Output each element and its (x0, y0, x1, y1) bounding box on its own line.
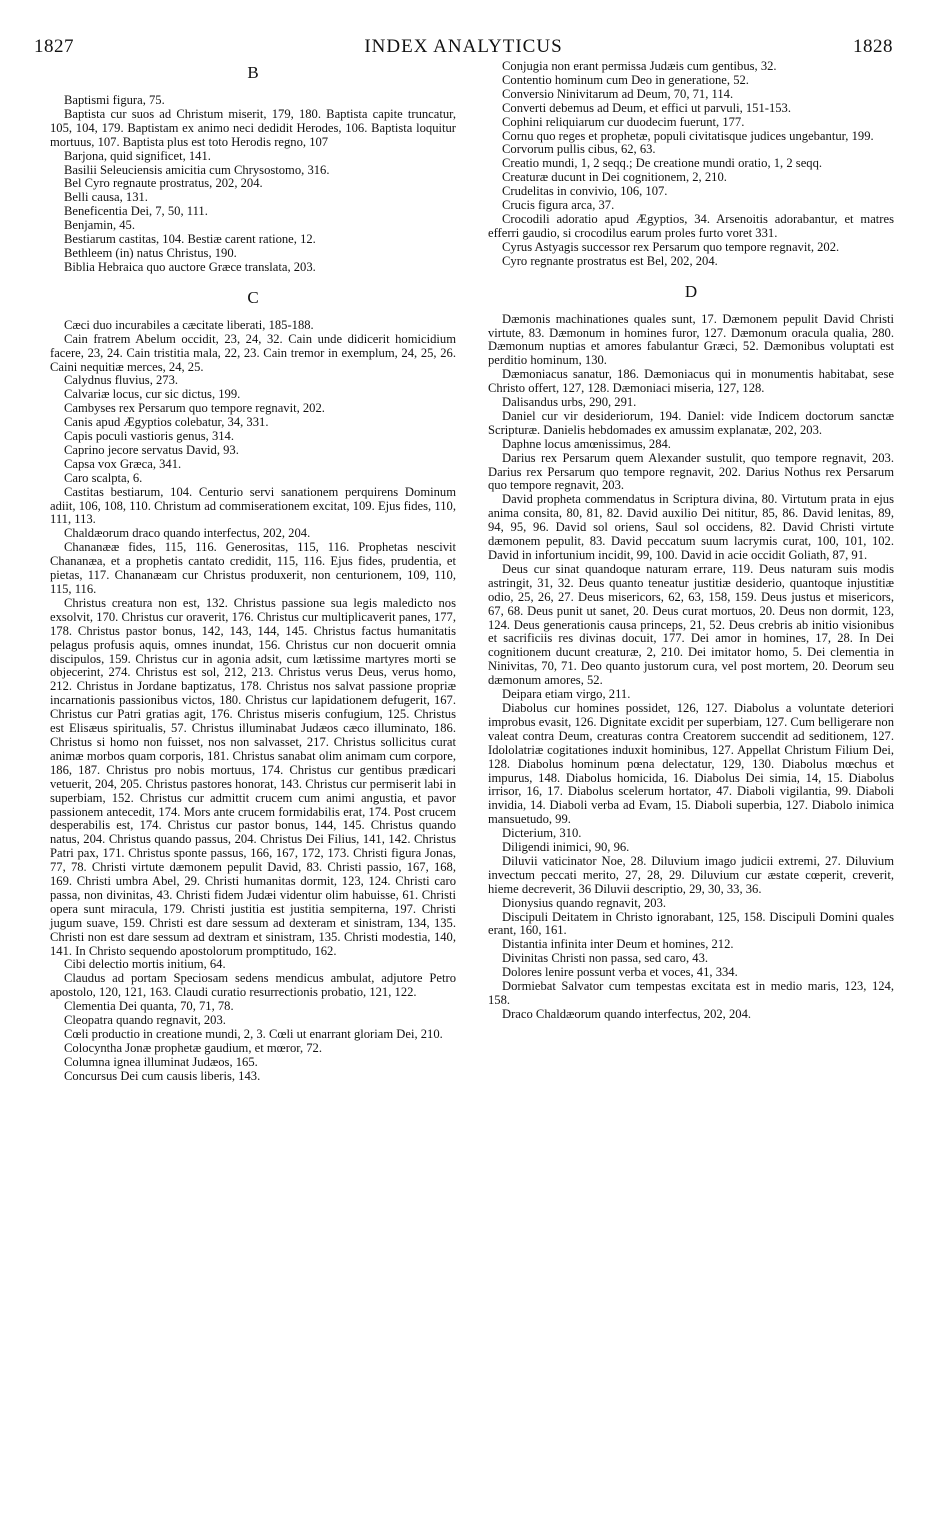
index-entry: Capsa vox Græca, 341. (64, 456, 182, 471)
index-entry: Basilii Seleuciensis amicitia cum Chrysostomo, 316. (64, 162, 330, 177)
index-entry: Contentio hominum cum Deo in generatione, 52. (502, 72, 749, 87)
index-entry: Diluvii vaticinator Noe, 28. Diluvium imago judicii extremi, 27. Diluvium invectum peccati merito, 27, 28, 29. Diluvium cur æstate cœperit, creverit, hieme decreverit, 36 Diluvii descriptio, 29, 30, 33, 36. (488, 853, 894, 896)
index-entry: Conjugia non erant permissa Judæis cum gentibus, 32. (502, 59, 777, 73)
index-entry: Baptismi figura, 75. (64, 93, 165, 107)
index-entry: Capis poculi vastioris genus, 314. (64, 429, 235, 444)
section-letter: B (247, 63, 259, 82)
index-entry: Dicterium, 310. (502, 826, 582, 841)
index-entry: Daniel cur vir desideriorum, 194. Daniel: vide Indicem doctorum sanctæ Scripturæ. Danielis hebdomades ex amussim explanatæ, 202, 203. (488, 408, 894, 437)
section-letter: D (684, 281, 698, 301)
index-entry: Cleopatra quando regnavit, 203. (64, 1013, 226, 1028)
index-entry: Chaldæorum draco quando interfectus, 202, 204. (64, 526, 311, 541)
index-entry: Crucis figura arca, 37. (502, 198, 615, 213)
index-entry: Colocyntha Jonæ prophetæ gaudium, et mœror, 72. (64, 1040, 322, 1055)
index-entry: Crudelitas in convivio, 106, 107. (502, 184, 668, 199)
index-entry: Dæmonis machinationes quales sunt, 17. Dæmonem pepulit David Christi virtute, 83. Dæmonum in homines furor, 127. Dæmonum oracula qualia, 280. Dæmonum nuptias et amores fabulantur Græci, 52. Dæmonibus voluptati est perditio hominum, 130. (488, 311, 894, 368)
index-entry: Diabolus cur homines possidet, 126, 127. Diabolus a voluntate deteriori improbus evasit, 126. Dignitate excidit per superbiam, 127. Cum belligerare non valeat contra Deum, creaturas contra Creatorem succendit ad seditionem, 127. Idololatriæ cogitationes induxit hominibus, 127. Appellat Christum Filium Dei, 128. Diabolus hominum pœna delectatur, 129, 130. Diabolus mœchus et impurus, 148. Diabolus homicida, 16. Diabolus Dei simia, 14, 15. Diabolus irrisor, 16, 17. Diabolus scelerum hortator, 47. Diaboli vigilantia, 99. Diaboli invidia, 14. Diaboli verba ad Evam, 15. Diaboli superbia, 127. Diabolo inimica mansuetudo, 99. (488, 700, 894, 827)
index-entry: Diligendi inimici, 90, 96. (502, 840, 630, 855)
index-entry: Belli causa, 131. (64, 190, 148, 205)
index-entry: Converti debemus ad Deum, et effici ut parvuli, 151-153. (502, 100, 792, 115)
index-entry: Cyro regnante prostratus est Bel, 202, 204. (502, 253, 718, 268)
page-header (34, 36, 893, 58)
index-entry: Biblia Hebraica quo auctore Græce translata, 203. (64, 259, 316, 274)
index-entry: Cibi delectio mortis initium, 64. (64, 957, 226, 972)
page-number-right: 1828 (853, 36, 893, 57)
index-entry: Barjona, quid significet, 141. (64, 148, 211, 163)
index-entry: Bel Cyro regnaute prostratus, 202, 204. (64, 176, 263, 191)
index-entry: Daphne locus amœnissimus, 284. (502, 436, 671, 451)
index-entry: Discipuli Deitatem in Christo ignorabant, 125, 158. Discipuli Domini quales erant, 160, 161. (488, 909, 894, 938)
running-title: INDEX ANALYTICUS (364, 36, 563, 57)
section-letter: C (247, 287, 259, 307)
right-column (488, 60, 894, 1022)
index-entry: Columna ignea illuminat Judæos, 165. (64, 1054, 258, 1069)
index-entry: Benjamin, 45. (64, 218, 136, 233)
index-entry: Deipara etiam virgo, 211. (502, 687, 631, 702)
index-entry: Bestiarum castitas, 104. Bestiæ carent ratione, 12. (64, 232, 316, 247)
index-entry: Distantia infinita inter Deum et homines, 212. (502, 937, 734, 952)
index-entry: Cyrus Astyagis successor rex Persarum quo tempore regnavit, 202. (502, 239, 840, 254)
index-entry: Dæmoniacus sanatur, 186. Dæmoniacus qui in monumentis habitabat, sese Christo offert, 127, 128. Dæmoniaci miseria, 127, 128. (488, 367, 894, 396)
index-entry: Claudus ad portam Speciosam sedens mendicus ambulat, adjutore Petro apostolo, 120, 121, 163. Claudi curatio resurrectionis probatio, 121, 122. (50, 971, 456, 1000)
left-column (50, 62, 456, 1084)
index-entry: Castitas bestiarum, 104. Centurio servi sanationem perquirens Dominum adiit, 106, 108, 110. Christum ad commiserationem excitat, 109. Ejus fides, 110, 111, 113. (50, 484, 456, 527)
index-entry: Calvariæ locus, cur sic dictus, 199. (64, 387, 241, 402)
index-entry: Creatio mundi, 1, 2 seqq.; De creatione mundi oratio, 1, 2 seqq. (502, 156, 823, 171)
index-entry: Creaturæ ducunt in Dei cognitionem, 2, 210. (502, 170, 727, 185)
index-entry: Deus cur sinat quandoque naturam errare, 119. Deus naturam suis modis astringit, 31, 32. Deus quanto teneatur justitiæ desiderio, quantoque injustitiæ odio, 25, 26, 27. Deus misericors, 62, 63, 158, 159. Deus justus et misericors, 67, 68. Deus punit ut sanet, 20. Deus curat mortuos, 20. Deus non dormit, 123, 124. Deus generationis causa princeps, 21, 52. Deus crebris ab initio visionibus et sacrificiis res divinas docuit, 177. Dei amor in homines, 17, 28. In Dei cognitionem ducunt creaturæ, 2, 210. Dei imitator homo, 5. Dei clementia in Ninivitas, 70, 71. Deo quanto justorum cura, vel post mortem, 20. Deorum seu dæmonum amores, 52. (488, 561, 894, 688)
index-entry: Cophini reliquiarum cur duodecim fuerunt, 177. (502, 114, 745, 129)
index-entry: David propheta commendatus in Scriptura divina, 80. Virtutum prata in ejus anima consita, 80, 81, 82. David auxilio Dei nititur, 85, 86. David lenitas, 89, 94, 95, 96. David sol oriens, Saul sol occidens, 82. David Christi virtute dæmonem pepulit, 83. David peccatum suum lacrymis curat, 100, 101, 102. David in infortunium incidit, 99, 100. David in acie occidit Goliath, 87, 91. (488, 492, 894, 562)
index-entry: Draco Chaldæorum quando interfectus, 202, 204. (502, 1006, 752, 1021)
index-entry: Caprino jecore servatus David, 93. (64, 442, 239, 457)
index-entry: Conversio Ninivitarum ad Deum, 70, 71, 114. (502, 86, 734, 101)
index-entry: Calydnus fluvius, 273. (64, 373, 179, 388)
index-entry: Corvorum pullis cibus, 62, 63. (502, 142, 656, 157)
index-entry: Cambyses rex Persarum quo tempore regnavit, 202. (64, 401, 325, 416)
index-entry: Dormiebat Salvator cum tempestas excitata est in medio maris, 123, 124, 158. (488, 979, 894, 1007)
index-entry: Cain fratrem Abelum occidit, 23, 24, 32. Cain unde didicerit homicidium facere, 23, 24. Cain tristitia mala, 22, 23. Cain tremor in exemplum, 24, 25, 26. Caini nequitiæ merces, 24, 25. (50, 331, 456, 374)
index-entry: Christus creatura non est, 132. Christus passione sua legis maledicto nos exsolvit, 170. Christus cur oraverit, 176. Christus cur multiplicaverit panes, 177, 178. Christus pastor bonus, 142, 143, 144, 145. Christus factus humanitatis pelagus profusis aquis, omnes inundat, 156. Christus cur non docuerit omnia discipulos, 159. Christus cur in agonia adsit, cum lætissime martyres morti se objecerint, 274. Christus est sol, 212, 213. Christus verus Deus, verus homo, 212. Christus in Jordane baptizatus, 178. Christus nos salvat passione propriæ incarnationis passionibus victos, 180. Christus cur lapidationem defugerit, 167. Christus cur Patri gratias agit, 176. Christus miseris confugium, 125. Christus est Elisæus spiritualis, 57. Christus illuminabat Judæos cæco illuminato, 186. Christus si homo non fuisset, nos non salvasset, 217. Christus sollicitus curat animæ morbos quam corporis, 181. Christus sanabat olim animam cum corpore, 186, 187. Christus pro nobis mortuus, 174. Christus cur gentibus prædicari vetuerit, 204, 205. Christus pastores honorat, 143. Christus cur permiserit labi in superbiam, 152. Christus cur admittit crucem cum animi angustia, et pavor passionem antecedit, 174. Mors ante crucem formidabilis erat, 174. Post crucem desperabilis est, 174. Christus cur pastor bonus, 144, 145. Christus quando natus, 204. Christus quando passus, 204. Christus Dei Filius, 141, 142. Christus Patri pax, 171. Christus sponte passus, 166, 167, 172, 173. Christi figura Jonas, 77, 78. Christi virtute dæmonem pepulit David, 83. Christi passio, 167, 168, 169. Christi umbra Abel, 29. Christi humanitas dormit, 123, 124. Christi caro passa, non divinitas, 43. Christi fidem Judæi videntur olim habuisse, 61. Christi opera sunt miracula, 179. Christi justitia est justitia sempiterna, 197. Christi jugum suave, 159. Christi est dare sessum ad dexteram et sinistram, 134, 135. Christi non est dare sessum ad dextram et sinistram, 135. Christi modestia, 140, 141. In Christo sequendo apostolorum promptitudo, 162. (50, 595, 456, 958)
index-entry: Divinitas Christi non passa, sed caro, 43. (502, 951, 709, 966)
index-entry: Concursus Dei cum causis liberis, 143. (64, 1068, 261, 1083)
index-entry: Canis apud Ægyptios colebatur, 34, 331. (64, 415, 269, 430)
index-entry: Crocodili adoratio apud Ægyptios, 34. Arsenoitis adorabantur, et matres efferri gaudio, si crocodilus earum proles furto voret 331. (488, 211, 894, 240)
index-entry: Beneficentia Dei, 7, 50, 111. (64, 204, 208, 219)
index-entry: Darius rex Persarum quem Alexander sustulit, quo tempore regnavit, 203. Darius rex Persarum quo tempore regnavit, 202. Darius Nothus rex Persarum quo tempore regnavit, 203. (488, 450, 894, 493)
index-entry: Cæci duo incurabiles a cæcitate liberati, 185-188. (64, 317, 314, 332)
index-entry: Cornu quo reges et prophetæ, populi civitatisque judices ungebantur, 199. (502, 128, 874, 143)
index-entry: Cœli productio in creatione mundi, 2, 3. Cœli ut enarrant gloriam Dei, 210. (64, 1027, 443, 1041)
page-number-left: 1827 (34, 36, 74, 57)
index-entry: Clementia Dei quanta, 70, 71, 78. (64, 999, 234, 1014)
index-entry: Bethleem (in) natus Christus, 190. (64, 245, 237, 260)
index-entry: Dolores lenire possunt verba et voces, 41, 334. (502, 965, 738, 980)
index-entry: Dionysius quando regnavit, 203. (502, 895, 667, 910)
index-entry: Chananææ fides, 115, 116. Generositas, 115, 116. Prophetas nescivit Chananæa, et a prophetis cantato credidit, 115, 116. Ejus fides, prudentia, et pietas, 117. Chananæam cur Christus produxerit, non centurionem, 109, 110, 115, 116. (50, 540, 456, 596)
index-entry: Caro scalpta, 6. (64, 470, 143, 485)
index-entry: Baptista cur suos ad Christum miserit, 179, 180. Baptista capite truncatur, 105, 104, 179. Baptistam ex animo neci dedidit Herodes, 106. Baptista loquitur mortuus, 107. Baptista plus est toto Herodis regno, 107 (50, 106, 456, 149)
index-entry: Dalisandus urbs, 290, 291. (502, 395, 637, 410)
